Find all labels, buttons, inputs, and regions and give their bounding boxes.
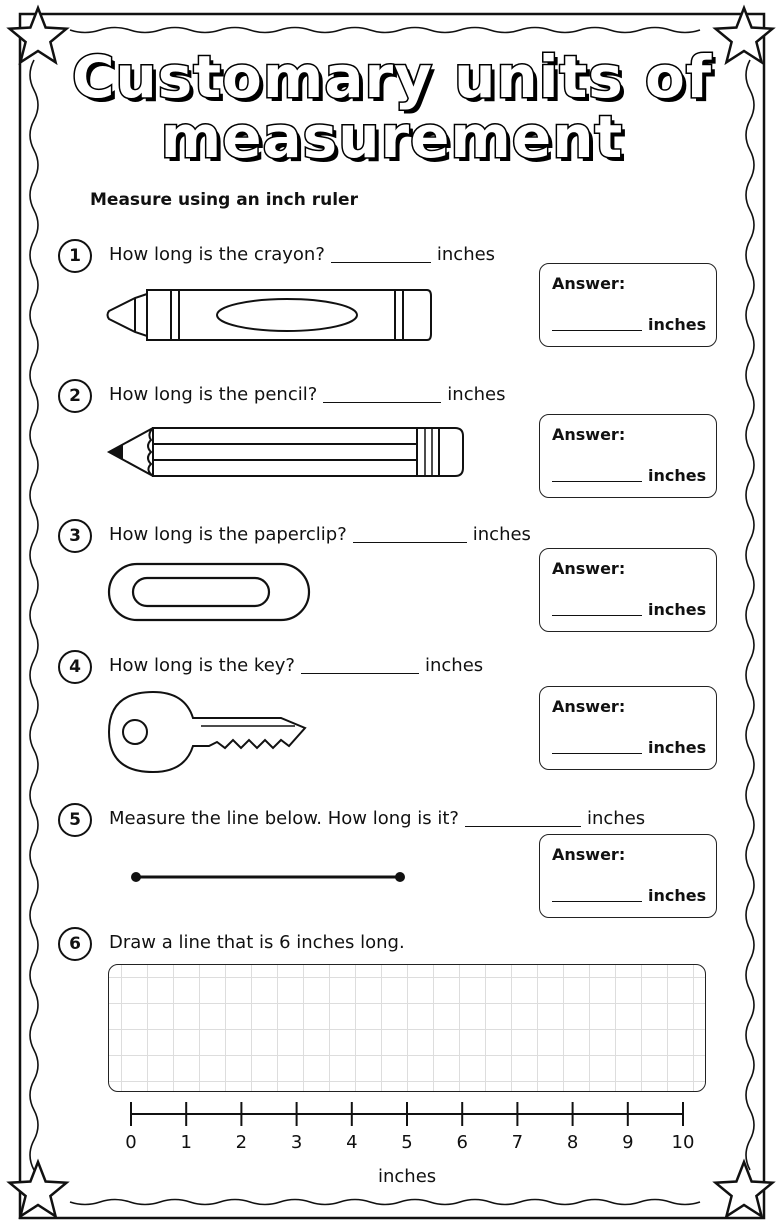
- ruler-tick-label: 8: [566, 1132, 579, 1153]
- answer-label: Answer:: [552, 697, 626, 716]
- unit-label: inches: [587, 808, 646, 829]
- unit-label: inches: [436, 244, 496, 265]
- ruler-tick-label: 3: [290, 1132, 303, 1153]
- answer-unit: inches: [648, 886, 707, 905]
- question-number: 4: [58, 650, 92, 684]
- question-number: 3: [58, 519, 92, 553]
- page-title-line2: measurement: [160, 103, 624, 171]
- ruler-tick-label: 4: [346, 1132, 358, 1153]
- answer-label: Answer:: [552, 559, 626, 578]
- ruler-tick-label: 1: [180, 1132, 192, 1153]
- unit-label: inches: [472, 524, 531, 545]
- instructions: Measure using an inch ruler: [90, 190, 358, 210]
- answer-unit: inches: [648, 600, 707, 619]
- ruler-tick-label: 10: [671, 1132, 695, 1153]
- answer-unit: inches: [648, 315, 707, 334]
- ruler-tick-label: 5: [401, 1132, 413, 1153]
- ruler-tick-label: 6: [456, 1132, 468, 1153]
- ruler-unit-label: inches: [378, 1166, 437, 1187]
- ruler-tick-label: 2: [235, 1132, 248, 1153]
- answer-label: Answer:: [552, 425, 626, 444]
- answer-unit: inches: [648, 738, 707, 757]
- unit-label: inches: [425, 655, 484, 676]
- question-number: 5: [58, 803, 92, 837]
- question-number: 1: [58, 239, 92, 273]
- question-text: Measure the line below. How long is it?: [109, 808, 459, 829]
- ruler-tick-label: 0: [125, 1132, 137, 1153]
- ruler-tick-label: 9: [622, 1132, 634, 1153]
- question-text: How long is the pencil?: [109, 384, 318, 405]
- answer-unit: inches: [648, 466, 707, 485]
- question-text: How long is the crayon?: [109, 244, 325, 265]
- page-title-line1: Customary units of: [71, 43, 713, 111]
- question-text: How long is the paperclip?: [109, 524, 347, 545]
- ruler-tick-label: 7: [511, 1132, 524, 1153]
- answer-label: Answer:: [552, 274, 626, 293]
- question-number: 2: [58, 379, 92, 413]
- answer-label: Answer:: [552, 845, 626, 864]
- question-text: How long is the key?: [109, 655, 295, 676]
- question-text: Draw a line that is 6 inches long.: [109, 932, 405, 953]
- unit-label: inches: [447, 384, 506, 405]
- question-number: 6: [58, 927, 92, 961]
